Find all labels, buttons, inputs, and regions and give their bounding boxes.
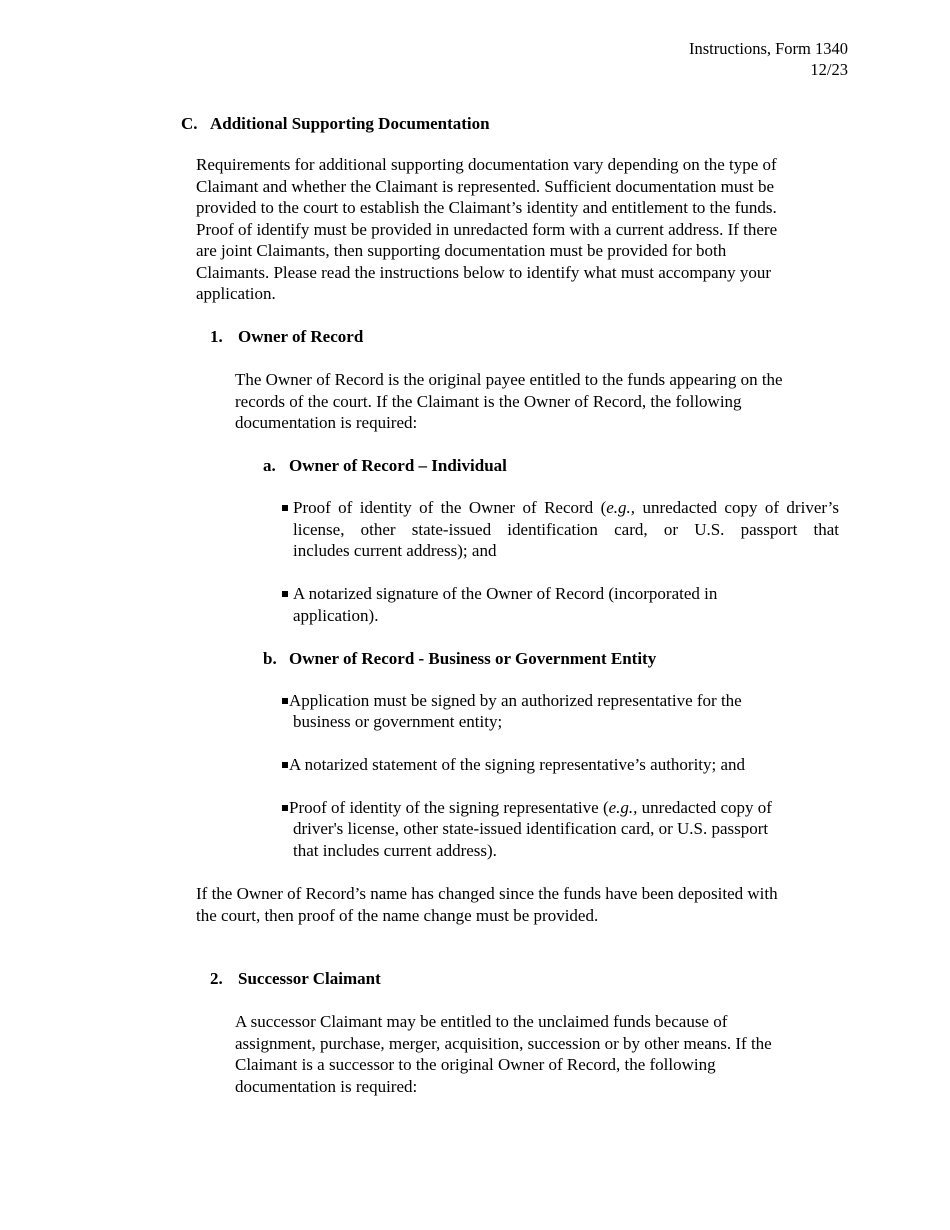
bullet-line: business or government entity;: [293, 712, 503, 731]
intro-line: provided to the court to establish the Claimant’s identity and entitlement to the funds.: [196, 198, 777, 217]
intro-line: Claimant and whether the Claimant is represented. Sufficient documentation must be: [196, 176, 775, 196]
bullet-italic-eg: e.g.,: [608, 798, 638, 817]
bullet-text: Proof of identity of the signing representative (: [289, 798, 609, 817]
bullet-square-icon: [282, 805, 288, 811]
owner-of-record-line: The Owner of Record is the original payee entitled to the funds appearing on the: [235, 370, 783, 389]
business-bullet-proof-of-identity: [289, 797, 834, 819]
bullet-text: unredacted copy of driver’s: [635, 498, 839, 517]
bullet-italic-eg: e.g.,: [606, 498, 636, 517]
section-c-title: Additional Supporting Documentation: [210, 114, 490, 133]
business-bullet-signed-application-cont: [293, 711, 838, 733]
bullet-text: Proof of identity of the Owner of Record (: [293, 498, 607, 517]
intro-line: are joint Claimants, then supporting documentation must be provided for both: [196, 241, 727, 260]
individual-letter: a.: [263, 456, 276, 475]
bullet-line: [289, 797, 834, 819]
bullet-square-icon: [282, 591, 288, 597]
business-bullet-signed-application: [289, 690, 834, 712]
bullet-line: A notarized signature of the Owner of Record (incorporated in: [293, 584, 718, 603]
bullet-square-icon: [282, 505, 288, 511]
owner-of-record-number: 1.: [210, 327, 223, 346]
intro-line: Claimants. Please read the instructions below to identify what must accompany your: [196, 262, 772, 282]
successor-line: assignment, purchase, merger, acquisition, succession or by other means. If the: [235, 1033, 772, 1053]
bullet-text: unredacted copy of: [637, 798, 772, 817]
bullet-line: that includes current address).: [293, 840, 497, 860]
successor-line: A successor Claimant may be entitled to the unclaimed funds because of: [235, 1012, 728, 1031]
bullet-square-icon: [282, 698, 288, 704]
bullet-line: [293, 497, 839, 519]
section-c-intro: [196, 154, 841, 305]
owner-of-record-line: records of the court. If the Claimant is the Owner of Record, the following: [235, 391, 742, 411]
owner-of-record-description: [235, 369, 840, 434]
bullet-line: license, other state-issued identification card, or U.S. passport that: [293, 519, 839, 539]
name-change-line: If the Owner of Record’s name has changed since the funds have been deposited with: [196, 884, 778, 903]
name-change-paragraph: [196, 883, 841, 926]
successor-claimant-number: 2.: [210, 969, 223, 988]
bullet-square-icon: [282, 762, 288, 768]
owner-of-record-line: documentation is required:: [235, 413, 418, 432]
section-c-letter: C.: [181, 114, 198, 133]
name-change-line: the court, then proof of the name change must be provided.: [196, 905, 599, 925]
successor-claimant-description: [235, 1011, 840, 1097]
individual-heading: Owner of Record – Individual: [289, 456, 507, 475]
individual-bullet-proof-of-identity: [293, 497, 839, 562]
bullet-line: A notarized statement of the signing representative’s authority; and: [289, 755, 746, 774]
business-bullet-notarized-statement: [289, 754, 834, 776]
form-title: Instructions, Form 1340: [688, 39, 848, 58]
business-heading: Owner of Record - Business or Government Entity: [289, 649, 657, 668]
business-bullet-proof-of-identity-cont: [293, 818, 838, 861]
bullet-line: includes current address); and: [293, 541, 497, 560]
successor-claimant-heading: Successor Claimant: [238, 969, 381, 988]
form-revision: 12/23: [810, 60, 848, 79]
bullet-line: application).: [293, 605, 379, 625]
successor-line: Claimant is a successor to the original Owner of Record, the following: [235, 1055, 716, 1074]
owner-of-record-heading: Owner of Record: [238, 327, 364, 346]
intro-line: application.: [196, 284, 276, 303]
successor-line: documentation is required:: [235, 1076, 418, 1096]
intro-line: Proof of identify must be provided in unredacted form with a current address. If there: [196, 219, 778, 239]
bullet-line: Application must be signed by an authorized representative for the: [289, 691, 742, 710]
individual-bullet-notarized-signature: [293, 583, 839, 626]
intro-line: Requirements for additional supporting documentation vary depending on the type of: [196, 155, 777, 174]
bullet-line: driver's license, other state-issued identification card, or U.S. passport: [293, 819, 769, 838]
business-letter: b.: [263, 649, 277, 668]
